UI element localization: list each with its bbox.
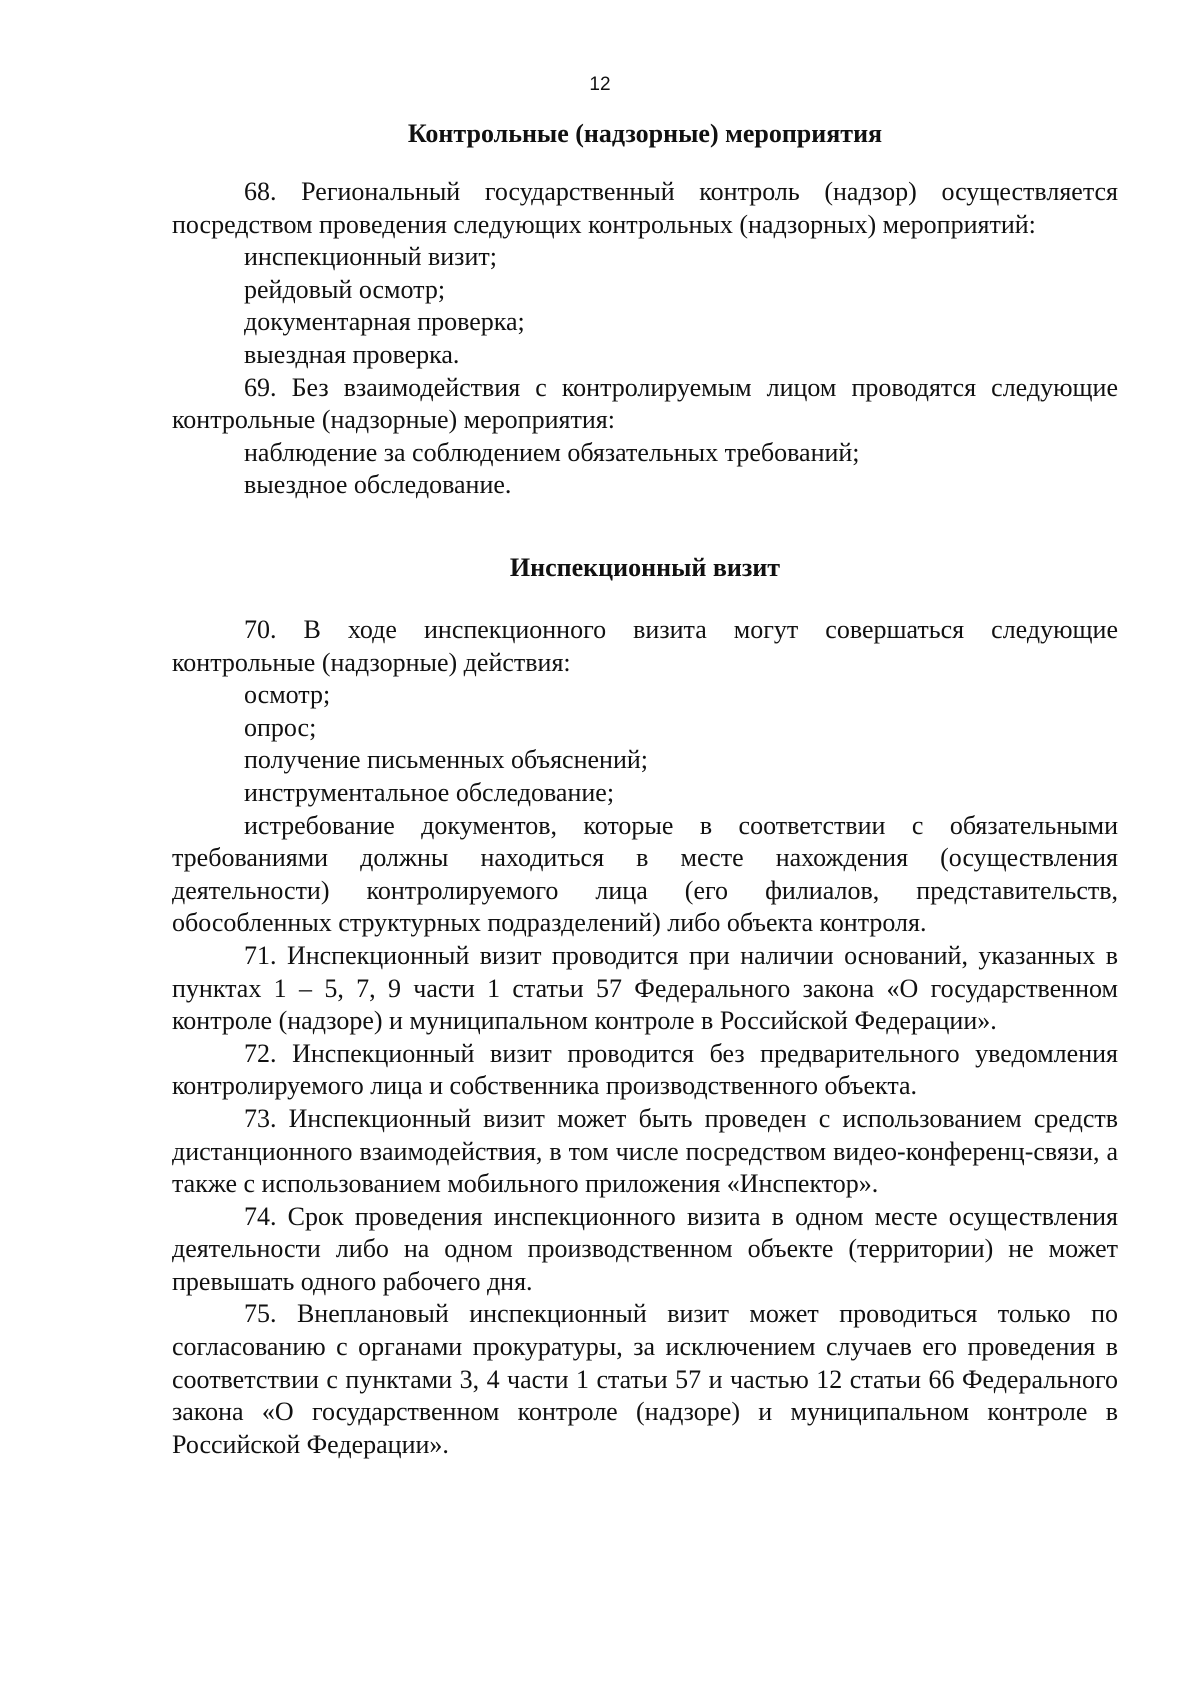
list-item: осмотр; [244,680,331,710]
list-item: наблюдение за соблюдением обязательных требований; [244,437,860,467]
paragraph-69: 69. Без взаимодействия с контролируемым лицом проводятся следующие контрольные (надзорные) мероприятия: [172,372,1118,435]
section-body-inspection-visit [172,614,1118,1461]
paragraph-68: 68. Региональный государственный контроль (надзор) осуществляется посредством проведения следующих контрольных (надзорных) мероприятий: [172,177,1118,239]
paragraph-70: 70. В ходе инспекционного визита могут совершаться следующие контрольные (надзорные) действия: [172,615,1118,677]
paragraph-73: 73. Инспекционный визит может быть проведен с использованием средств дистанционного взаимодействия, в том числе посредством видео-конференц-связи, а также с использованием мобильного приложения «Инспектор». [172,1103,1118,1199]
list-item: получение письменных объяснений; [244,745,648,775]
page-number: 12 [589,74,611,95]
section-title-inspection-visit: Инспекционный визит [509,553,781,582]
paragraph-72: 72. Инспекционный визит проводится без предварительного уведомления контролируемого лица и собственника производственного объекта. [172,1038,1118,1101]
paragraph-71: 71. Инспекционный визит проводится при наличии оснований, указанных в пунктах 1 – 5, 7, 9 части 1 статьи 57 Федерального закона «О государственном контроле (надзоре) и муниципальном контроле в Российской Федерации». [172,940,1118,1036]
section-title-control-measures: Контрольные (надзорные) мероприятия [407,119,883,148]
list-item: выездное обследование. [244,470,512,500]
section-body-control-measures [172,176,1118,502]
paragraph-75: 75. Внеплановый инспекционный визит может проводиться только по согласованию с органами прокуратуры, за исключением случаев его проведения в соответствии с пунктами 3, 4 части 1 статьи 57 и частью 12 статьи 66 Федерального закона «О государственном контроле (надзоре) и муниципальном контроле в Российской Федерации». [172,1299,1118,1459]
list-item: рейдовый осмотр; [244,274,446,304]
list-item: инспекционный визит; [244,242,497,272]
list-item: документарная проверка; [244,307,525,337]
list-item: инструментальное обследование; [244,777,615,807]
list-item: опрос; [244,712,317,742]
paragraph-74: 74. Срок проведения инспекционного визита в одном месте осуществления деятельности либо на одном производственном объекте (территории) не может превышать одного рабочего дня. [172,1201,1118,1296]
list-item: выездная проверка. [244,339,460,369]
paragraph-70-documents: истребование документов, которые в соответствии с обязательными требованиями должны находиться в месте нахождения (осуществления деятельности) контролируемого лица (его филиалов, представительств, обособленных структурных подразделений) либо объекта контроля. [172,810,1118,938]
